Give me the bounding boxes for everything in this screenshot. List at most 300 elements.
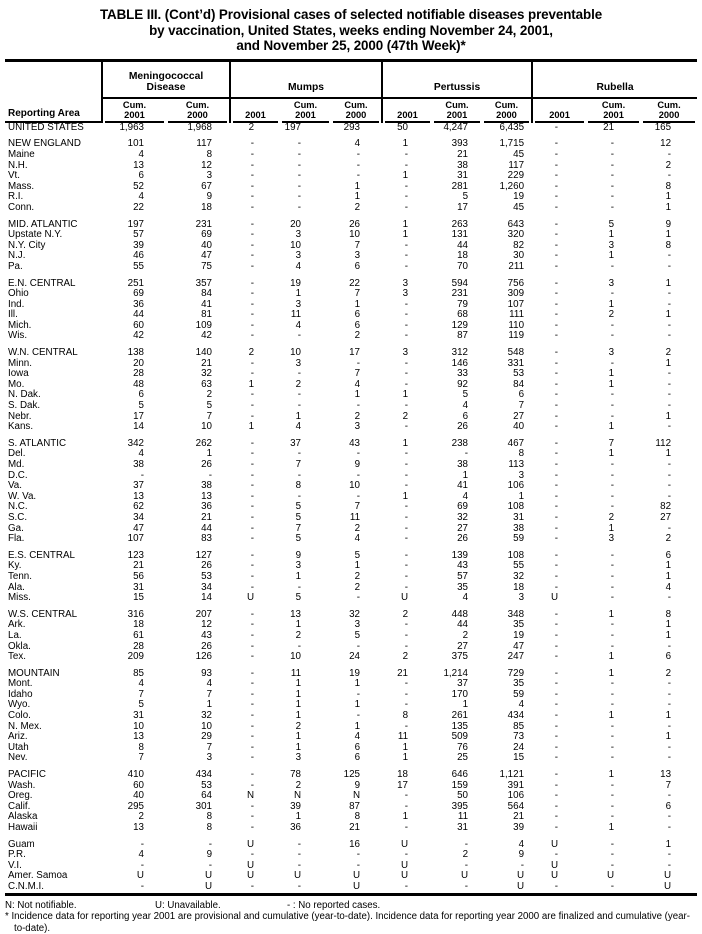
reporting-area-cell: Amer. Samoa — [8, 870, 68, 882]
value-cell: - — [554, 710, 559, 722]
value-cell: 3 — [295, 250, 302, 262]
value-cell: 2 — [295, 629, 302, 641]
value-cell: 4 — [462, 592, 469, 604]
value-cell: 6 — [518, 389, 525, 401]
value-cell: - — [554, 378, 559, 390]
value-cell: - — [250, 288, 255, 300]
value-cell: U — [246, 870, 255, 882]
value-cell: 110 — [508, 319, 525, 331]
value-cell: - — [610, 779, 615, 791]
value-cell: 10 — [349, 480, 361, 492]
value-cell: - — [610, 752, 615, 764]
value-cell: 2 — [354, 581, 361, 593]
value-cell: 4 — [354, 731, 361, 743]
value-cell: - — [667, 522, 672, 534]
table-row — [5, 390, 697, 401]
value-cell: - — [554, 667, 559, 679]
reporting-area-cell: Pa. — [8, 260, 23, 272]
value-cell: 32 — [513, 570, 525, 582]
legend-no-reported-cases: - : No reported cases. — [287, 899, 381, 911]
value-cell: 7 — [295, 522, 302, 534]
table-row — [5, 401, 697, 412]
value-cell: - — [404, 201, 409, 213]
reporting-area-cell: Utah — [8, 741, 29, 753]
value-cell: 93 — [201, 667, 213, 679]
value-cell: 7 — [354, 368, 361, 380]
value-cell: - — [297, 138, 302, 150]
value-cell: 231 — [451, 288, 469, 300]
value-cell: 34 — [133, 511, 144, 523]
value-cell: 1 — [354, 720, 361, 732]
value-cell: 7 — [354, 501, 361, 513]
value-cell: 117 — [196, 138, 213, 150]
value-cell: 20 — [133, 357, 144, 369]
value-cell: - — [250, 667, 255, 679]
value-cell: 2 — [295, 779, 302, 791]
value-cell: - — [356, 688, 361, 700]
value-cell: 2 — [402, 410, 409, 422]
reporting-area-cell: Nebr. — [8, 410, 32, 422]
table-row — [5, 732, 697, 743]
value-cell: 4 — [354, 533, 361, 545]
value-cell: 62 — [133, 501, 144, 513]
value-cell: 107 — [127, 533, 144, 545]
value-cell: 17 — [397, 779, 409, 791]
reporting-area-cell: Mont. — [8, 678, 33, 690]
table-row — [5, 492, 697, 503]
value-cell: 69 — [133, 288, 144, 300]
value-cell: 1 — [206, 448, 213, 460]
value-cell: 1,260 — [499, 180, 525, 192]
value-cell: - — [250, 277, 255, 289]
value-cell: 109 — [195, 319, 213, 331]
value-cell: 108 — [507, 549, 525, 561]
value-cell: 3 — [354, 619, 361, 631]
value-cell: 1 — [402, 218, 409, 230]
value-cell: 395 — [451, 800, 469, 812]
value-cell: 106 — [507, 790, 525, 802]
table-row — [5, 171, 697, 182]
reporting-area-cell: Calif. — [8, 800, 31, 812]
reporting-area-cell: Upstate N.Y. — [8, 229, 63, 241]
value-cell: 6 — [665, 651, 672, 663]
value-cell: - — [250, 560, 255, 572]
value-cell: 5 — [206, 400, 213, 412]
value-cell: 2 — [462, 629, 469, 641]
value-cell: U — [400, 592, 409, 604]
value-cell: 41 — [457, 480, 469, 492]
value-cell: 3 — [608, 239, 615, 251]
value-cell: - — [404, 459, 409, 470]
value-cell: 594 — [451, 277, 469, 289]
value-cell: 509 — [451, 731, 469, 743]
subheader-pertussis-cum2000: Cum. 2000 — [482, 98, 532, 123]
value-cell: - — [250, 490, 255, 502]
value-cell: 21 — [133, 560, 144, 572]
value-cell: 4 — [518, 838, 525, 850]
value-cell: 6,435 — [499, 121, 525, 133]
value-cell: - — [554, 480, 559, 492]
value-cell: 21 — [201, 357, 213, 369]
value-cell: - — [667, 330, 672, 342]
reporting-area-cell: Iowa — [8, 368, 29, 380]
value-cell: - — [250, 752, 255, 764]
subheader-mumps-cum2000: Cum. 2000 — [331, 98, 382, 123]
value-cell: 26 — [201, 560, 213, 572]
value-cell: 37 — [457, 678, 469, 690]
value-cell: 18 — [397, 769, 409, 781]
value-cell: 5 — [354, 549, 361, 561]
value-cell: - — [667, 288, 672, 300]
subheader-rubella-cum2000: Cum. 2000 — [641, 98, 697, 123]
value-cell: 43 — [457, 560, 469, 572]
value-cell: - — [554, 400, 559, 412]
value-cell: 7 — [354, 239, 361, 251]
reporting-area-cell: E.S. CENTRAL — [8, 549, 75, 561]
value-cell: 79 — [457, 298, 469, 310]
value-cell: 197 — [127, 218, 144, 230]
value-cell: 1 — [608, 368, 615, 380]
value-cell: - — [404, 309, 409, 321]
table-row — [5, 781, 697, 792]
value-cell: 10 — [133, 720, 144, 732]
value-cell: 1 — [354, 180, 361, 192]
value-cell: 12 — [201, 619, 213, 631]
value-cell: 131 — [451, 229, 469, 241]
value-cell: 564 — [507, 800, 525, 812]
value-cell: - — [554, 138, 559, 150]
value-cell: 1 — [608, 229, 615, 241]
table-row — [5, 123, 697, 134]
value-cell: 13 — [133, 159, 144, 171]
reporting-area-cell: S. Dak. — [8, 400, 41, 412]
value-cell: - — [554, 511, 559, 523]
value-cell: 38 — [457, 159, 469, 171]
value-cell: 1 — [354, 298, 361, 310]
value-cell: 45 — [513, 201, 525, 213]
value-cell: - — [610, 148, 615, 160]
value-cell: 3 — [608, 533, 615, 545]
value-cell: - — [610, 720, 615, 732]
value-cell: - — [297, 368, 302, 380]
table-row — [5, 583, 697, 594]
value-cell: - — [610, 170, 615, 182]
value-cell: 60 — [133, 779, 144, 791]
value-cell: 38 — [513, 522, 525, 534]
value-cell: - — [554, 779, 559, 791]
value-cell: - — [554, 201, 559, 213]
value-cell: 57 — [133, 229, 144, 241]
value-cell: 10 — [290, 651, 302, 663]
value-cell: 31 — [457, 170, 469, 182]
value-cell: - — [610, 260, 615, 272]
value-cell: 263 — [451, 218, 469, 230]
value-cell: - — [610, 790, 615, 802]
value-cell: - — [250, 260, 255, 272]
value-cell: 69 — [457, 501, 469, 513]
reporting-area-cell: W.S. CENTRAL — [8, 608, 78, 620]
subheader-men-cum2001: Cum. 2001 — [102, 98, 166, 123]
value-cell: - — [554, 651, 559, 663]
value-cell: - — [250, 849, 255, 861]
value-cell: - — [610, 581, 615, 593]
value-cell: 6 — [354, 752, 361, 764]
subheader-rubella-cum2001: Cum. 2001 — [586, 98, 641, 123]
value-cell: - — [667, 741, 672, 753]
value-cell: U — [550, 592, 559, 604]
value-cell: - — [356, 859, 361, 871]
value-cell: - — [667, 490, 672, 502]
value-cell: 1 — [665, 357, 672, 369]
value-cell: - — [610, 288, 615, 300]
value-cell: 55 — [513, 560, 525, 572]
value-cell: 434 — [195, 769, 213, 781]
reporting-area-cell: N.H. — [8, 159, 28, 171]
value-cell: 170 — [451, 688, 469, 700]
value-cell: 1 — [295, 570, 302, 582]
value-cell: 43 — [349, 437, 361, 449]
value-cell: - — [297, 448, 302, 460]
value-cell: 1 — [665, 560, 672, 572]
value-cell: - — [610, 880, 615, 892]
value-cell: 2 — [354, 201, 361, 213]
value-cell: 548 — [507, 347, 525, 359]
value-cell: 8 — [665, 180, 672, 192]
value-cell: - — [610, 678, 615, 690]
value-cell: - — [250, 720, 255, 732]
value-cell: - — [554, 389, 559, 401]
value-cell: 320 — [507, 229, 525, 241]
value-cell: - — [554, 619, 559, 631]
value-cell: - — [554, 170, 559, 182]
value-cell: 1 — [295, 678, 302, 690]
value-cell: 7 — [518, 400, 525, 412]
table-row — [5, 700, 697, 711]
value-cell: - — [404, 629, 409, 641]
table-row — [5, 753, 697, 764]
value-cell: 81 — [201, 309, 213, 321]
subheader-pertussis-cum2001: Cum. 2001 — [432, 98, 482, 123]
value-cell: 24 — [349, 651, 361, 663]
group-header-mumps: Mumps — [230, 60, 382, 98]
value-cell: U — [293, 870, 302, 882]
value-cell: - — [404, 319, 409, 331]
value-cell: 40 — [133, 790, 144, 802]
value-cell: 7 — [206, 410, 213, 422]
value-cell: U — [352, 870, 361, 882]
value-cell: 13 — [201, 490, 213, 502]
value-cell: - — [404, 522, 409, 534]
value-cell: 42 — [201, 330, 213, 342]
value-cell: - — [250, 480, 255, 492]
table-row — [5, 861, 697, 872]
value-cell: 17 — [349, 347, 361, 359]
value-cell: 1,121 — [499, 769, 525, 781]
value-cell: 3 — [402, 277, 409, 289]
value-cell: - — [667, 480, 672, 492]
value-cell: - — [250, 741, 255, 753]
value-cell: - — [554, 699, 559, 711]
value-cell: 9 — [354, 779, 361, 791]
value-cell: - — [554, 560, 559, 572]
value-cell: 59 — [513, 688, 525, 700]
value-cell: - — [250, 357, 255, 369]
value-cell: 1 — [248, 421, 255, 433]
value-cell: 8 — [206, 148, 213, 160]
value-cell: - — [404, 720, 409, 732]
value-cell: 87 — [349, 800, 361, 812]
value-cell: - — [610, 640, 615, 652]
value-cell: - — [356, 640, 361, 652]
value-cell: 207 — [195, 608, 213, 620]
value-cell: - — [554, 549, 559, 561]
value-cell: 85 — [513, 720, 525, 732]
value-cell: - — [250, 180, 255, 192]
value-cell: - — [554, 769, 559, 781]
value-cell: - — [667, 148, 672, 160]
value-cell: 111 — [509, 309, 525, 321]
value-cell: 112 — [655, 437, 672, 449]
value-cell: 10 — [201, 421, 213, 433]
value-cell: - — [554, 448, 559, 460]
value-cell: - — [554, 752, 559, 764]
value-cell: - — [667, 699, 672, 711]
value-cell: - — [554, 822, 559, 833]
value-cell: - — [250, 822, 255, 833]
value-cell: - — [250, 640, 255, 652]
asterisk-footnote: * Incidence data for reporting year 2001 are provisional and cumulative (year-to-date). Incidence data for reporting year 2000 are finalized and cumulative (year-to-date). — [5, 911, 690, 934]
value-cell: - — [404, 400, 409, 412]
value-cell: - — [667, 849, 672, 861]
value-cell: 70 — [457, 260, 469, 272]
value-cell: 4,247 — [443, 121, 469, 133]
value-cell: - — [667, 400, 672, 412]
value-cell: - — [667, 688, 672, 700]
value-cell: 50 — [457, 790, 469, 802]
reporting-area-cell: E.N. CENTRAL — [8, 277, 76, 289]
value-cell: 1 — [665, 191, 672, 203]
value-cell: - — [297, 170, 302, 182]
table-body — [5, 123, 697, 894]
value-cell: 140 — [195, 347, 213, 359]
value-cell: 2 — [665, 667, 672, 679]
value-cell: - — [404, 357, 409, 369]
value-cell: - — [250, 688, 255, 700]
value-cell: - — [250, 309, 255, 321]
value-cell: - — [404, 298, 409, 310]
value-cell: 76 — [457, 741, 469, 753]
value-cell: - — [250, 201, 255, 213]
value-cell: - — [464, 838, 469, 850]
value-cell: 4 — [295, 260, 302, 272]
value-cell: 27 — [513, 410, 525, 422]
value-cell: 9 — [518, 849, 525, 861]
value-cell: 68 — [457, 309, 469, 321]
value-cell: - — [208, 469, 213, 481]
value-cell: - — [554, 148, 559, 160]
value-cell: 53 — [513, 368, 525, 380]
value-cell: - — [554, 459, 559, 470]
reporting-area-cell: Mo. — [8, 378, 25, 390]
table-row — [5, 380, 697, 391]
group-header-meningococcal: Meningococcal Disease — [102, 60, 230, 98]
value-cell: 8 — [354, 811, 361, 823]
value-cell: 4 — [295, 319, 302, 331]
value-cell: 46 — [133, 250, 144, 262]
value-cell: - — [667, 298, 672, 310]
value-cell: - — [250, 448, 255, 460]
reporting-area-cell: R.I. — [8, 191, 24, 203]
value-cell: 410 — [127, 769, 144, 781]
value-cell: 2 — [402, 608, 409, 620]
value-cell: 35 — [457, 581, 469, 593]
value-cell: 129 — [451, 319, 469, 331]
value-cell: - — [356, 710, 361, 722]
value-cell: - — [554, 180, 559, 192]
value-cell: 19 — [349, 667, 361, 679]
table-row — [5, 150, 697, 161]
value-cell: - — [404, 448, 409, 460]
table-row — [5, 711, 697, 722]
value-cell: - — [356, 592, 361, 604]
value-cell: 8 — [295, 480, 302, 492]
value-cell: 5 — [354, 629, 361, 641]
value-cell: 11 — [290, 667, 302, 679]
value-cell: 59 — [513, 533, 525, 545]
value-cell: - — [554, 437, 559, 449]
value-cell: 1 — [402, 490, 409, 502]
value-cell: 1 — [608, 769, 615, 781]
value-cell: 21 — [457, 148, 469, 160]
value-cell: 82 — [660, 501, 672, 513]
value-cell: 125 — [343, 769, 361, 781]
value-cell: 1 — [665, 710, 672, 722]
value-cell: U — [352, 880, 361, 892]
value-cell: 13 — [133, 822, 144, 833]
value-cell: 1 — [248, 378, 255, 390]
reporting-area-cell: W. Va. — [8, 490, 37, 502]
value-cell: 11 — [397, 731, 409, 743]
value-cell: 127 — [195, 549, 213, 561]
value-cell: - — [554, 608, 559, 620]
value-cell: - — [250, 570, 255, 582]
value-cell: - — [554, 410, 559, 422]
value-cell: 48 — [133, 378, 144, 390]
value-cell: 3 — [295, 298, 302, 310]
value-cell: 27 — [457, 640, 469, 652]
value-cell: U — [516, 880, 525, 892]
reporting-area-cell: V.I. — [8, 859, 22, 871]
value-cell: 261 — [451, 710, 469, 722]
table-row — [5, 279, 697, 290]
table-row — [5, 871, 697, 882]
value-cell: 756 — [507, 277, 525, 289]
table-row — [5, 690, 697, 701]
value-cell: 17 — [457, 201, 469, 213]
value-cell: - — [250, 581, 255, 593]
value-cell: - — [667, 811, 672, 823]
value-cell: - — [208, 838, 213, 850]
value-cell: - — [404, 511, 409, 523]
value-cell: - — [356, 159, 361, 171]
table-row — [5, 139, 697, 150]
value-cell: 108 — [507, 501, 525, 513]
value-cell: U — [400, 838, 409, 850]
value-cell: 12 — [660, 138, 672, 150]
reporting-area-cell: Md. — [8, 459, 25, 470]
table-row — [5, 310, 697, 321]
value-cell: 31 — [133, 581, 144, 593]
